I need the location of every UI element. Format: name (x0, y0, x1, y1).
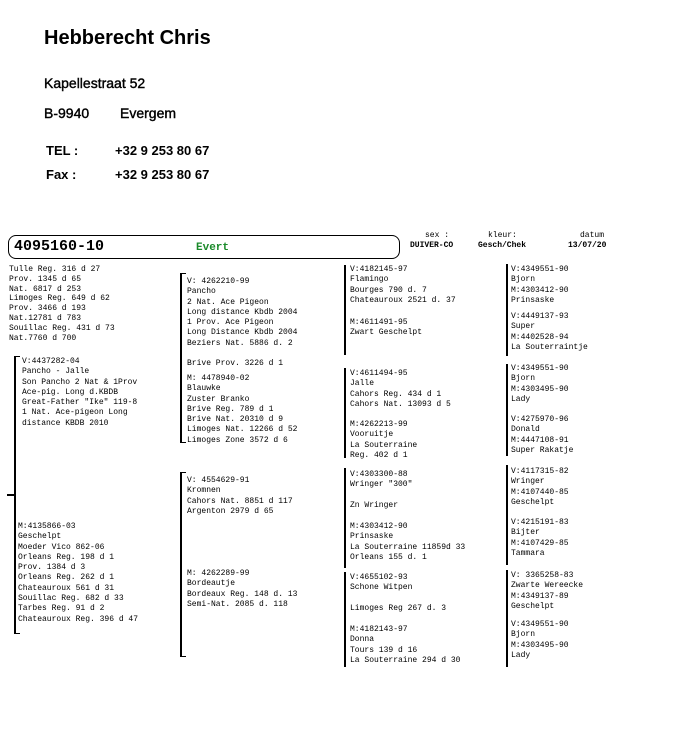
pedigree-line: V:4611494-95 (350, 369, 408, 378)
pedigree-line: Zwarte Wereecke (511, 581, 584, 591)
pedigree-line: Geschelpt (18, 532, 62, 542)
bracket-line (344, 468, 346, 568)
pedigree-line: Chateauroux Reg. 396 d 47 (18, 614, 139, 624)
pedigree-line: 1 Nat. Ace-pigeon Long (22, 408, 128, 418)
pedigree-line: Geschelpt (511, 601, 555, 611)
pedigree-line: Ace-pig. Long d.KBDB (22, 387, 119, 397)
pedigree-line: Wringer (511, 477, 545, 487)
pedigree-line: Moeder Vico 862-06 (18, 542, 105, 552)
pedigree-line: V:4275970-96 (511, 415, 569, 424)
gen4-1 (511, 265, 569, 306)
pedigree-line: 2 Nat. Ace Pigeon (187, 297, 269, 307)
owner-name: Hebberecht Chris (44, 27, 211, 49)
pedigree-line: distance KBDB 2010 (22, 418, 109, 428)
pedigree-line: Kromnen (187, 486, 221, 496)
bracket-line (7, 494, 14, 496)
pedigree-line: V: 4554629-91 (187, 476, 250, 485)
pedigree-line: Souillac Reg. 431 d 73 (9, 323, 115, 333)
bracket-line (180, 472, 182, 657)
bracket-line (14, 356, 20, 357)
pedigree-line: Souillac Reg. 682 d 33 (18, 594, 124, 604)
pedigree-line: Prov. 1384 d 3 (18, 563, 86, 573)
pedigree-line: Brive Reg. 789 d 1 (187, 404, 274, 414)
gen2-sire-sire (187, 277, 297, 370)
gen3-4 (350, 420, 417, 461)
gen4-8 (511, 620, 569, 661)
pedigree-line: Beziers Nat. 5886 d. 2 (187, 338, 293, 348)
bracket-line (180, 273, 182, 443)
pedigree-line: Argenton 2979 d 65 (187, 506, 274, 516)
pedigree-line: M:4107440-85 (511, 487, 569, 497)
pedigree-line: Bordeaux Reg. 148 d. 13 (187, 589, 298, 599)
pedigree-line: La Souterraine (350, 440, 418, 450)
bracket-line (344, 368, 346, 458)
pedigree-line: Cahors Reg. 434 d 1 (350, 389, 442, 399)
bracket-line (506, 364, 508, 456)
pedigree-line: Zuster Branko (187, 394, 250, 404)
pedigree-line: Jalle (350, 379, 375, 389)
pedigree-line: Schone Witpen (350, 583, 413, 593)
pedigree-line (350, 594, 446, 604)
pedigree-line: Bourges 790 d. 7 (350, 285, 427, 295)
pedigree-line: Geschelpt (511, 497, 555, 507)
pedigree-line: Bjorn (511, 374, 536, 384)
gen3-6 (350, 522, 465, 563)
pedigree-line: Super (511, 322, 536, 332)
gen4-3 (511, 364, 569, 405)
pedigree-line: Son Pancho 2 Nat & 1Prov (22, 377, 138, 387)
pedigree-line: La Souterraine 11859d 33 (350, 542, 466, 552)
pedigree-line: V:4349551-90 (511, 265, 569, 274)
pedigree-line: Limoges Nat. 12266 d 52 (187, 425, 298, 435)
pedigree-line: Tulle Reg. 316 d 27 (9, 265, 101, 274)
pedigree-line: Pancho - Jalle (22, 367, 90, 377)
pedigree-line: M:4611491-95 (350, 318, 408, 327)
pedigree-line: Tarbes Reg. 91 d 2 (18, 604, 105, 614)
date-label: datum (580, 231, 605, 240)
pedigree-line: V:4437282-04 (22, 357, 80, 366)
pedigree-line: M:4447108-91 (511, 435, 569, 445)
pedigree-line: Chateauroux 561 d 31 (18, 583, 115, 593)
pedigree-line: Long Distance Kbdb 2004 (187, 328, 298, 338)
bracket-line (180, 273, 186, 274)
pedigree-line: Prov. 3466 d 193 (9, 304, 86, 314)
gen4-5 (511, 467, 569, 508)
pedigree-line: M: 4478940-02 (187, 374, 250, 383)
pedigree-line: Limoges Reg 267 d. 3 (350, 603, 447, 613)
bracket-line (14, 633, 20, 634)
pedigree-line: M:4303412-90 (350, 522, 408, 531)
pedigree-line: Great-Father "Ike" 119-8 (22, 398, 138, 408)
gen3-2 (350, 318, 422, 339)
gen3-1 (350, 265, 456, 306)
bracket-line (344, 572, 346, 667)
gen3-7 (350, 573, 446, 614)
pedigree-line: Bjorn (511, 275, 536, 285)
pedigree-line: Orleans Reg. 262 d 1 (18, 573, 115, 583)
pedigree-line: M:4303495-90 (511, 384, 569, 394)
bracket-line (14, 356, 16, 634)
pedigree-line: Prinsaske (350, 532, 394, 542)
gen4-6 (511, 518, 569, 559)
pedigree-line: M:4303412-90 (511, 285, 569, 295)
pedigree-line: Nat.7760 d 700 (9, 333, 77, 343)
fax-value: +32 9 253 80 67 (115, 167, 210, 182)
pedigree-line: V:4303300-88 (350, 470, 408, 479)
pedigree-line: Orleans Reg. 198 d 1 (18, 552, 115, 562)
pedigree-line: Zwart Geschelpt (350, 328, 423, 338)
sex-label: sex : (425, 231, 450, 240)
owner-city: Evergem (120, 105, 177, 121)
pedigree-line: M:4402528-94 (511, 332, 569, 342)
pedigree-line: Prov. 1345 d 65 (9, 274, 82, 284)
pedigree-line: M:4135866-03 (18, 522, 76, 531)
pedigree-line: Super Rakatje (511, 445, 574, 455)
pedigree-line: V: 4262210-99 (187, 277, 250, 286)
gen4-4 (511, 415, 573, 456)
owner-street: Kapellestraat 52 (44, 75, 146, 91)
pedigree-line: Bjorn (511, 630, 536, 640)
gen4-2 (511, 312, 588, 353)
pedigree-line: Brive Prov. 3226 d 1 (187, 359, 284, 369)
pedigree-line: Donald (511, 425, 540, 435)
pedigree-line: Lady (511, 650, 531, 660)
bracket-line (506, 570, 508, 667)
pedigree-line: V:4349551-90 (511, 620, 569, 629)
pedigree-line (187, 349, 297, 359)
pedigree-line: V:4117315-82 (511, 467, 569, 476)
sire-block (22, 357, 137, 429)
gen3-3 (350, 369, 451, 410)
pedigree-line: Limoges Reg. 649 d 62 (9, 294, 110, 304)
pedigree-line: V:4349551-90 (511, 364, 569, 373)
pedigree-line: Orleans 155 d. 1 (350, 552, 427, 562)
gen3-5 (350, 470, 412, 511)
pedigree-line: Nat. 6817 d 253 (9, 284, 82, 294)
pedigree-line: 1 Prov. Ace Pigeon (187, 318, 274, 328)
pedigree-line: V:4182145-97 (350, 265, 408, 274)
pedigree-line: Lady (511, 394, 531, 404)
bird-results (9, 265, 115, 343)
fax-label: Fax : (46, 167, 77, 182)
pedigree-line: M:4349137-89 (511, 591, 569, 601)
pedigree-line: Long distance Kbdb 2004 (187, 307, 298, 317)
sex-value: DUIVER-CO (410, 241, 454, 250)
dam-block (18, 522, 138, 625)
colour-label: kleur: (488, 231, 517, 240)
pedigree-line: M:4303495-90 (511, 640, 569, 650)
pedigree-line: Cahors Nat. 8851 d 117 (187, 496, 293, 506)
pedigree-line: Wringer "300" (350, 480, 413, 490)
bracket-line (506, 465, 508, 565)
pedigree-line: V:4655102-93 (350, 573, 408, 582)
gen2-dam-sire (187, 476, 293, 517)
pedigree-line: Bordeautje (187, 579, 236, 589)
pedigree-line: Tammara (511, 548, 545, 558)
gen4-7 (511, 571, 583, 612)
pedigree-line: Vooruitje (350, 430, 394, 440)
pedigree-line: Cahors Nat. 13093 d 5 (350, 399, 451, 409)
bracket-line (344, 265, 346, 355)
pedigree-line: V:4449137-93 (511, 312, 569, 321)
pedigree-line: Nat.12781 d 783 (9, 313, 82, 323)
pedigree-line: Reg. 402 d 1 (350, 450, 408, 460)
date-value: 13/07/20 (568, 241, 607, 250)
pedigree-line: La Souterraine 294 d 30 (350, 655, 461, 665)
tel-value: +32 9 253 80 67 (115, 143, 210, 158)
pedigree-line: M:4182143-97 (350, 625, 408, 634)
pedigree-line: Limoges Zone 3572 d 6 (187, 435, 288, 445)
pedigree-line: Brive Nat. 20310 d 9 (187, 415, 284, 425)
pedigree-line: Bijter (511, 528, 540, 538)
bracket-line (180, 656, 186, 657)
bracket-line (180, 442, 186, 443)
gen3-8 (350, 625, 460, 666)
bracket-line (506, 264, 508, 356)
pedigree-line: Blauwke (187, 384, 221, 394)
pedigree-line: V:4215191-83 (511, 518, 569, 527)
owner-postcode: B-9940 (44, 105, 90, 121)
pedigree-line: Prinsaske (511, 295, 555, 305)
pedigree-line: Pancho (187, 287, 216, 297)
pedigree-line: Semi-Nat. 2085 d. 118 (187, 599, 288, 609)
pedigree-line: Donna (350, 635, 375, 645)
pedigree-line: La Souterraintje (511, 342, 588, 352)
pedigree-line: Chateauroux 2521 d. 37 (350, 295, 456, 305)
pedigree-line (350, 491, 412, 501)
pedigree-line: M: 4262289-99 (187, 569, 250, 578)
pedigree-line: M:4262213-99 (350, 420, 408, 429)
pedigree-line: M:4107429-85 (511, 538, 569, 548)
tel-label: TEL : (46, 143, 79, 158)
gen2-dam-dam (187, 569, 297, 610)
bracket-line (180, 472, 186, 473)
pedigree-line: Zn Wringer (350, 500, 399, 510)
pedigree-line: Flamingo (350, 275, 389, 285)
bird-name: Evert (196, 242, 230, 254)
gen2-sire-dam (187, 374, 297, 446)
pedigree-line: Tours 139 d 16 (350, 645, 418, 655)
bird-ring: 4095160-10 (14, 238, 105, 255)
pedigree-line: V: 3365258-83 (511, 571, 574, 580)
colour-value: Gesch/Chek (478, 241, 527, 250)
